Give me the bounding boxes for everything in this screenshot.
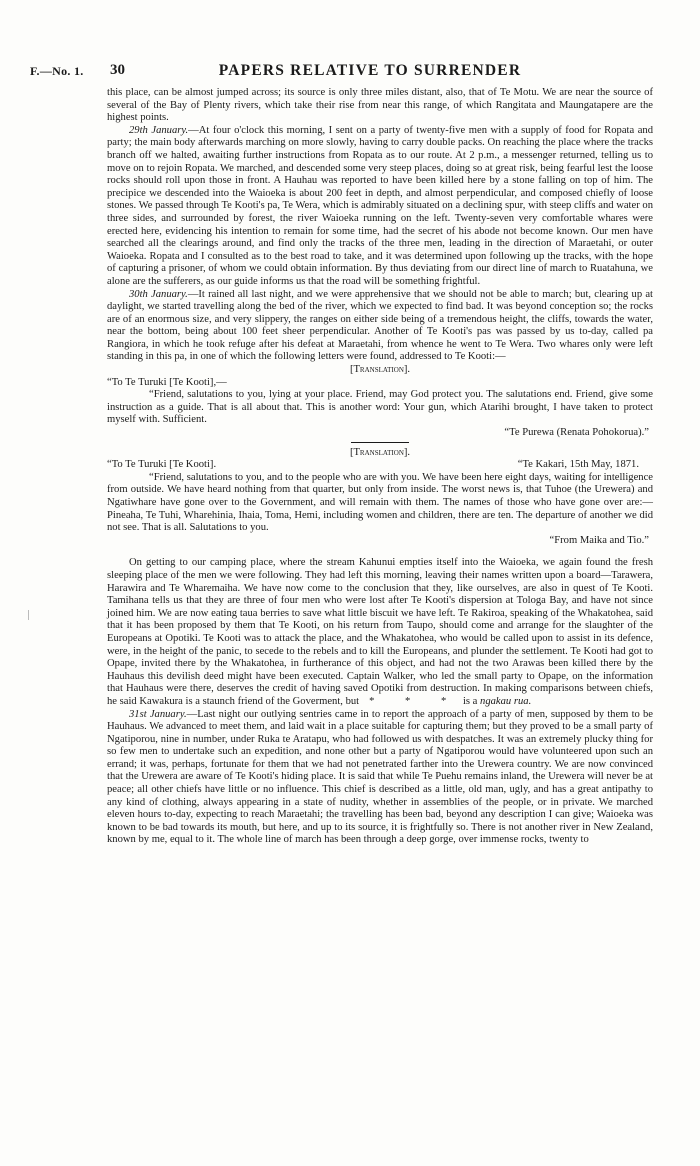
narrative-paragraph xyxy=(107,557,653,708)
document-reference: F.—No. 1. xyxy=(30,64,84,78)
diary-entry-30-january xyxy=(107,289,653,365)
entry-date: 30th January. xyxy=(129,288,188,300)
entry-text: —At four o'clock this morning, I sent on a party of twenty-five men with a supply of food for Ropata and party; the main body afterwards marching on more slowly, having to carry double packs. On reaching the place where the tracks branch off we halted, awaiting further instructions from Ropata as to our route. At 2 p.m., a messenger returned, telling us to move on to rejoin Ropata. We marched, and descended some very steep places, doing so at great risk, being fearful lest the loose rocks should roll upon those in front. A Hauhau was reported to have been killed here by a stone falling on top of him. The precipice we descended into the Waioeka is about 200 feet in depth, and almost perpendicular, and composed chiefly of loose stones. We passed through Te Kooti's pa, Te Wera, which is admirably situated on a declining spur, with steep cliffs and water on three sides, and surrounded by forest, the river Waioeka running on the left. Twenty-seven very comfortable whares were erected here, evidencing his intention to remain for some time, had the secret of his abode not become known. Our men have searched all the clearings around, and find only the tracks of the three men, leading in the direction of Maraetahi, or outer Waioeka. Ropata and I consulted as to the best road to take, and it was determined upon following up the tracks, with the hope of capturing a prisoner, of whom we could obtain information. By thus deviating from our direct line of march to Ruatahuna, we alone are the sufferers, as our guide informs us that the road will be something frightful. xyxy=(107,124,653,287)
letter-place-date: “Te Kakari, 15th May, 1871. xyxy=(517,459,639,471)
letter-header-row xyxy=(107,459,653,472)
ellipsis-stars: * * * xyxy=(369,695,461,707)
page-number: 30 xyxy=(110,62,125,78)
paragraph-text: On getting to our camping place, where the stream Kahunui empties itself into the Waioeka, we again found the fresh sleeping place of the men we were following. They had left this morning, leaving their names written upon a board—Tarawera, Harawira and Te Wharemaiha. We have now come to the conclusion that they, like ourselves, are also in quest of Te Kooti. Tamihana tells us that they are three of four men who were lost after Te Kooti's dispersion at Tologa Bay, and have not since joined him. We are now eating taua berries to save what little biscuit we have left. Te Rakiroa, speaking of the Whakatohea, said that it has been proposed by them that Te Kooti, on his return from Taupo, should come and arrange for the slaughter of the Europeans at Opotiki. Te Kooti was to attack the place, and the Whakatohea, who would be called upon to assist in its defence, were, in the height of the panic, to secede to the rebels and to kill the Europeans, and plunder the settlement. Te Kooti had got to Opape, invited there by the Whakatohea, in furtherance of this object, and had not the two Arawas been killed there by the Hauhaus this devilish deed might have been executed. Captain Walker, who led the small party to Opape, on the information that Hauhaus were there, deserves the credit of having saved Opotiki from destruction. In making comparisons between chiefs, he said Kawakura is a staunch friend of the Goverment, but xyxy=(107,557,653,707)
entry-text: —Last night our outlying sentries came in to report the approach of a party of men, supposed by them to be Hauhaus. We advanced to meet them, and laid wait in a place suitable for capturing them; but they proved to be a small party of Ngatiporou, nine in number, under Ruka te Aratapu, who had followed us with despatches. It was an extremely plucky thing for so few men to undertake such an expedition, and none other but a party of Ngatiporou would have volunteered upon such an errand; it was, perhaps, fortunate for them that we had not penetrated farther into the Urewera country. We are now convinced that the Urewera are aware of Te Kooti's hiding place. It is said that while Te Puehu remains inland, the Urewera will never be at peace; all other chiefs have little or no influence. This chief is described as a little, old man, ugly, and has a great antipathy to any kind of clothing, always appearing in a state of nudity, whether in assemblies of the people, or in private. We marched eleven hours to-day, expecting to reach Maraetahi; the travelling has been bad, beyond any description I can give; Waioeka was known to be bad towards its mouth, but here, and up to its source, it is frightfully so. There is not another river in New Zealand, known by me, equal to it. The whole line of march has been through a deep gorge, over immense rocks, twenty to xyxy=(107,708,653,846)
translation-heading: [Translation]. xyxy=(349,364,411,376)
running-title: PAPERS RELATIVE TO SURRENDER xyxy=(218,62,522,79)
translation-heading: [Translation]. xyxy=(349,446,411,458)
paragraph-continuation: this place, can be almost jumped across; its source is only three miles distant, also, that of Te Motu. We are near the source of several of the Bay of Plenty rivers, which take their rise from near this range, of which Rangitata and Maungatapere are the highest points. xyxy=(107,87,653,124)
letter-signature: “From Maika and Tio.” xyxy=(549,534,649,546)
page-header xyxy=(30,62,670,84)
maori-phrase: ngakau rua. xyxy=(480,695,532,707)
letter-signature: “Te Purewa (Renata Pohokorua).” xyxy=(504,427,649,439)
diary-entry-29-january xyxy=(107,125,653,289)
entry-text: —It rained all last night, and we were apprehensive that we should not be able to march; but, clearing up at daylight, we started travelling along the bed of the river, which we expected to find bad. It was beyond conception so; the rocks are of an enormous size, and very slippery, the ranges on either side being of a tremendous height, the cliffs, towards the water, near the bottom, being about 100 feet sheer perpendicular. Another of Te Kooti's pas was passed by us to-day, called pa Rangiora, in which he took refuge after his defeat at Maraetahi, from whence he went to Te Wera. Two whares only were left standing in this pa, in one of which the following letters were found, addressed to Te Kooti:— xyxy=(107,288,653,363)
letter-body: “Friend, salutations to you, lying at your place. Friend, may God protect you. The salutations end. Friend, give some instruction as a guide. That is all about that. This is another word: Your gun, which Atarihi brought, I have taken to protect myself with. Sufficient. xyxy=(107,389,653,426)
letter-body: “Friend, salutations to you, and to the people who are with you. We have been here eight days, waiting for intelligence from outside. We have heard nothing from that quarter, but only from inside. The worst news is, that Tuhoe (the Urewera) and Ngatiwhare have gone over to the Government, and will remain with them. The names of those who have gone over are:—Pineaha, Te Tuhi, Wharehinia, Ihaia, Toma, Hemi, including women and children, there are ten. The departure of another we did not see. That is all. Salutations to you. xyxy=(107,471,653,534)
margin-mark xyxy=(28,610,29,620)
entry-date: 31st January. xyxy=(129,708,187,720)
paragraph-text-end: is a xyxy=(462,695,478,707)
letter-salutation: “To Te Turuki [Te Kooti],— xyxy=(107,376,227,388)
page-body xyxy=(107,87,653,847)
entry-date: 29th January. xyxy=(129,124,189,136)
diary-entry-31-january xyxy=(107,709,653,848)
section-divider xyxy=(351,442,409,443)
letter-salutation: “To Te Turuki [Te Kooti]. xyxy=(107,459,217,471)
